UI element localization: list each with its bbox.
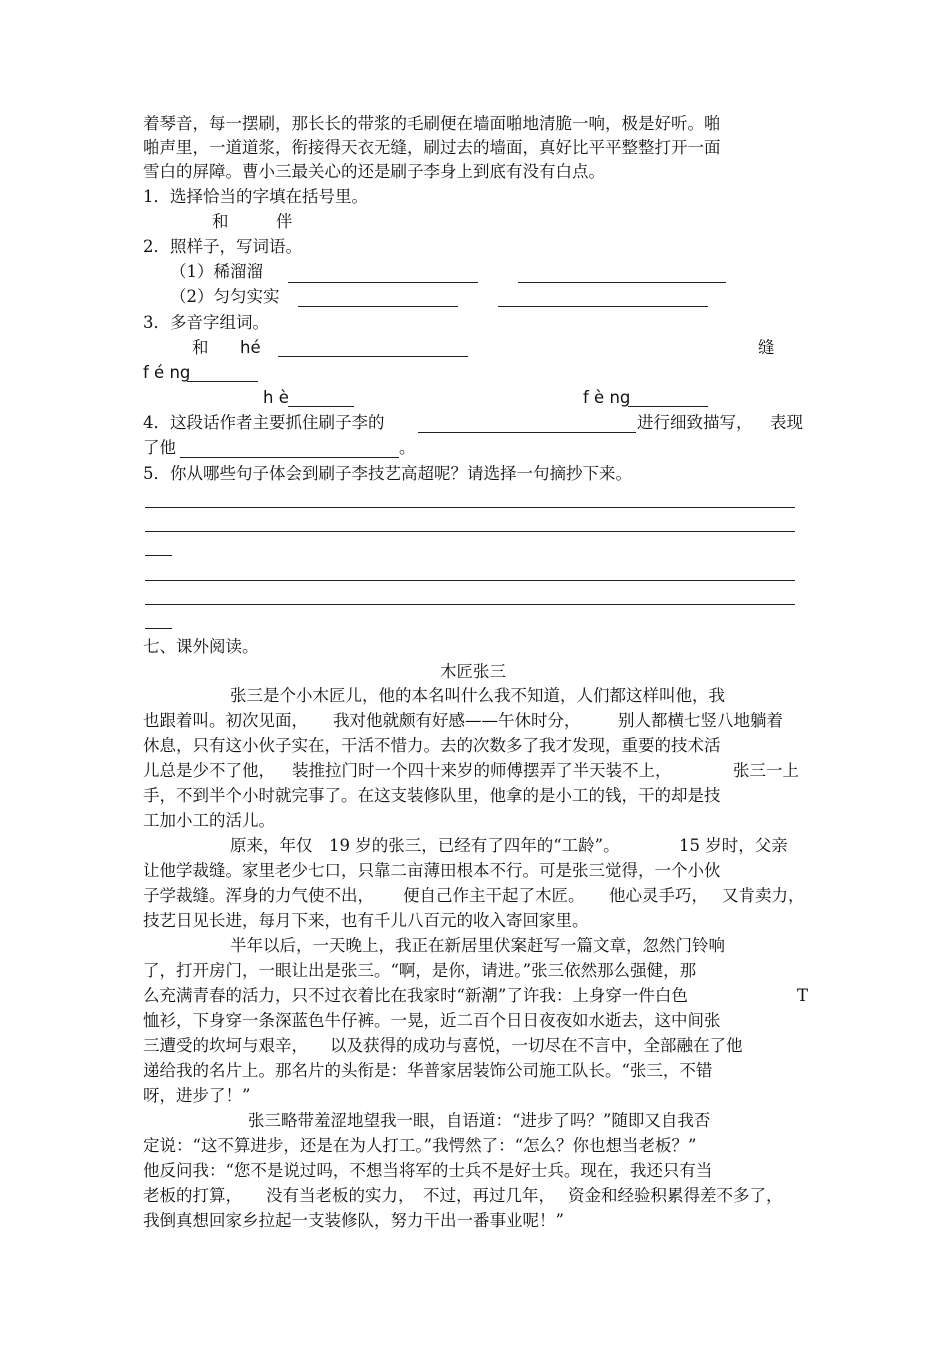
q3-pinyin-feng2: f é ng xyxy=(143,363,191,382)
passage-line: 雪白的屏障。曹小三最关心的还是刷子李身上到底有没有白点。 xyxy=(143,162,605,181)
passage-line: 着琴音，每一摆刷，那长长的带浆的毛刷便在墙面啪地清脆一响，极是好听。啪 xyxy=(143,114,721,133)
q1-char-he: 和 xyxy=(212,212,229,231)
q3-pinyin-he2: hé xyxy=(240,338,261,357)
story-text-segment: 以及获得的成功与喜悦，一切尽在不言中，全部融在了他 xyxy=(330,1036,743,1055)
story-text-segment: 呀，进步了！” xyxy=(143,1086,251,1105)
q4-blank-2[interactable] xyxy=(180,457,399,458)
q3-he2-blank[interactable] xyxy=(278,356,468,357)
q4-text-3: 表现 xyxy=(770,413,803,432)
q5-answer-line[interactable] xyxy=(145,628,172,629)
q5-answer-line[interactable] xyxy=(145,507,795,508)
question-5-stem: 5．你从哪些句子体会到刷子李技艺高超呢？请选择一句摘抄下来。 xyxy=(143,464,632,483)
story-text-segment: 恤衫，下身穿一条深蓝色牛仔裤。一晃，近二百个日日夜夜如水逝去，这中间张 xyxy=(143,1011,721,1030)
story-text-segment: 子学裁缝。浑身的力气使不出， xyxy=(143,886,374,905)
story-text-segment: 儿总是少不了他， xyxy=(143,761,275,780)
story-text-segment: 工加小工的活儿。 xyxy=(143,811,275,830)
story-text-segment: 了，打开房门，一眼让出是张三。“啊，是你，请进。”张三依然那么强健，那 xyxy=(143,961,697,980)
q2-item1-blank-b[interactable] xyxy=(518,282,726,283)
story-text-segment: 张三是个小木匠儿，他的本名叫什么我不知道，人们都这样叫他，我 xyxy=(230,686,725,705)
q4-text-4: 了他 xyxy=(143,438,176,457)
story-text-segment: 技艺日见长进，每月下来，也有千儿八百元的收入寄回家里。 xyxy=(143,911,589,930)
story-text-segment: 我对他就颇有好感——午休时分， xyxy=(333,711,581,730)
q3-char-he: 和 xyxy=(192,338,209,357)
q2-item2-blank-b[interactable] xyxy=(498,306,708,307)
story-text-segment: 便自己作主干起了木匠。 xyxy=(403,886,585,905)
story-text-segment: 张三一上 xyxy=(733,761,799,780)
q4-end-mark: 。 xyxy=(399,438,416,457)
story-text-segment: 让他学裁缝。家里老少七口，只靠二亩薄田根本不行。可是张三觉得，一个小伙 xyxy=(143,861,721,880)
q3-pinyin-he4: h è xyxy=(263,388,289,407)
story-text-segment: 别人都横七竖八地躺着 xyxy=(618,711,783,730)
q3-feng4-blank[interactable] xyxy=(628,406,708,407)
story-text-segment: 原来，年仅 xyxy=(230,836,313,855)
question-4-stem: 4．这段话作者主要抓住刷子李的 xyxy=(143,413,385,432)
story-text-segment: 资金和经验积累得差不多了， xyxy=(568,1186,783,1205)
passage-line: 啪声里，一道道浆，衔接得天衣无缝，刷过去的墙面，真好比平平整整打开一面 xyxy=(143,138,721,157)
q2-item-1: （1）稀溜溜 xyxy=(170,262,263,281)
story-text-segment: 休息，只有这小伙子实在，干活不惜力。去的次数多了我才发现，重要的技术活 xyxy=(143,736,721,755)
story-text-segment: 又肯卖力， xyxy=(722,886,805,905)
story-text-segment: 不过，再过几年， xyxy=(423,1186,555,1205)
q5-answer-line[interactable] xyxy=(145,555,172,556)
story-text-segment: 定说：“这不算进步，还是在为人打工。”我愕然了：“怎么？你也想当老板？” xyxy=(143,1136,697,1155)
q5-answer-line[interactable] xyxy=(145,604,795,605)
story-text-segment: 半年以后，一天晚上，我正在新居里伏案赶写一篇文章，忽然门铃响 xyxy=(230,936,725,955)
q3-he4-blank[interactable] xyxy=(288,406,354,407)
q3-char-feng: 缝 xyxy=(758,338,775,357)
story-text-segment: 手，不到半个小时就完事了。在这支装修队里，他拿的是小工的钱，干的却是技 xyxy=(143,786,721,805)
story-text-segment: 老板的打算， xyxy=(143,1186,242,1205)
question-1-stem: 1．选择恰当的字填在括号里。 xyxy=(143,187,368,206)
story-text-segment: 递给我的名片上。那名片的头衔是：华普家居装饰公司施工队长。“张三，不错 xyxy=(143,1061,713,1080)
story-text-segment: 我倒真想回家乡拉起一支装修队，努力干出一番事业呢！” xyxy=(143,1211,564,1230)
story-text-segment: 张三略带羞涩地望我一眼，自语道：“进步了吗？”随即又自我否 xyxy=(248,1111,711,1130)
story-text-segment: 19 岁的张三，已经有了四年的“工龄”。 xyxy=(329,836,620,855)
q1-char-ban: 伴 xyxy=(276,212,293,231)
story-text-segment: 三遭受的坎坷与艰辛， xyxy=(143,1036,308,1055)
q3-pinyin-feng4: f è ng xyxy=(583,388,631,407)
q2-item2-blank-a[interactable] xyxy=(298,306,458,307)
story-title: 木匠张三 xyxy=(440,662,506,681)
story-text-segment: T xyxy=(797,986,809,1005)
q5-answer-line[interactable] xyxy=(145,531,795,532)
story-text-segment: 他反问我：“您不是说过吗，不想当将军的士兵不是好士兵。现在，我还只有当 xyxy=(143,1161,713,1180)
q5-answer-line[interactable] xyxy=(145,580,795,581)
story-text-segment: 也跟着叫。初次见面， xyxy=(143,711,308,730)
q2-item-2: （2）匀匀实实 xyxy=(170,287,280,306)
q4-text-2: 进行细致描写， xyxy=(637,413,753,432)
q2-item1-blank-a[interactable] xyxy=(288,282,478,283)
q3-feng2-blank[interactable] xyxy=(187,381,258,382)
story-text-segment: 装推拉门时一个四十来岁的师傅摆弄了半天装不上， xyxy=(292,761,672,780)
story-text-segment: 他心灵手巧， xyxy=(609,886,708,905)
story-text-segment: 么充满青春的活力，只不过衣着比在我家时“新潮”了许我：上身穿一件白色 xyxy=(143,986,688,1005)
section-7-heading: 七、课外阅读。 xyxy=(143,637,259,656)
question-2-stem: 2．照样子，写词语。 xyxy=(143,237,302,256)
story-text-segment: 没有当老板的实力， xyxy=(266,1186,415,1205)
q4-blank-1[interactable] xyxy=(418,432,636,433)
question-3-stem: 3．多音字组词。 xyxy=(143,313,269,332)
story-text-segment: 15 岁时，父亲 xyxy=(679,836,788,855)
